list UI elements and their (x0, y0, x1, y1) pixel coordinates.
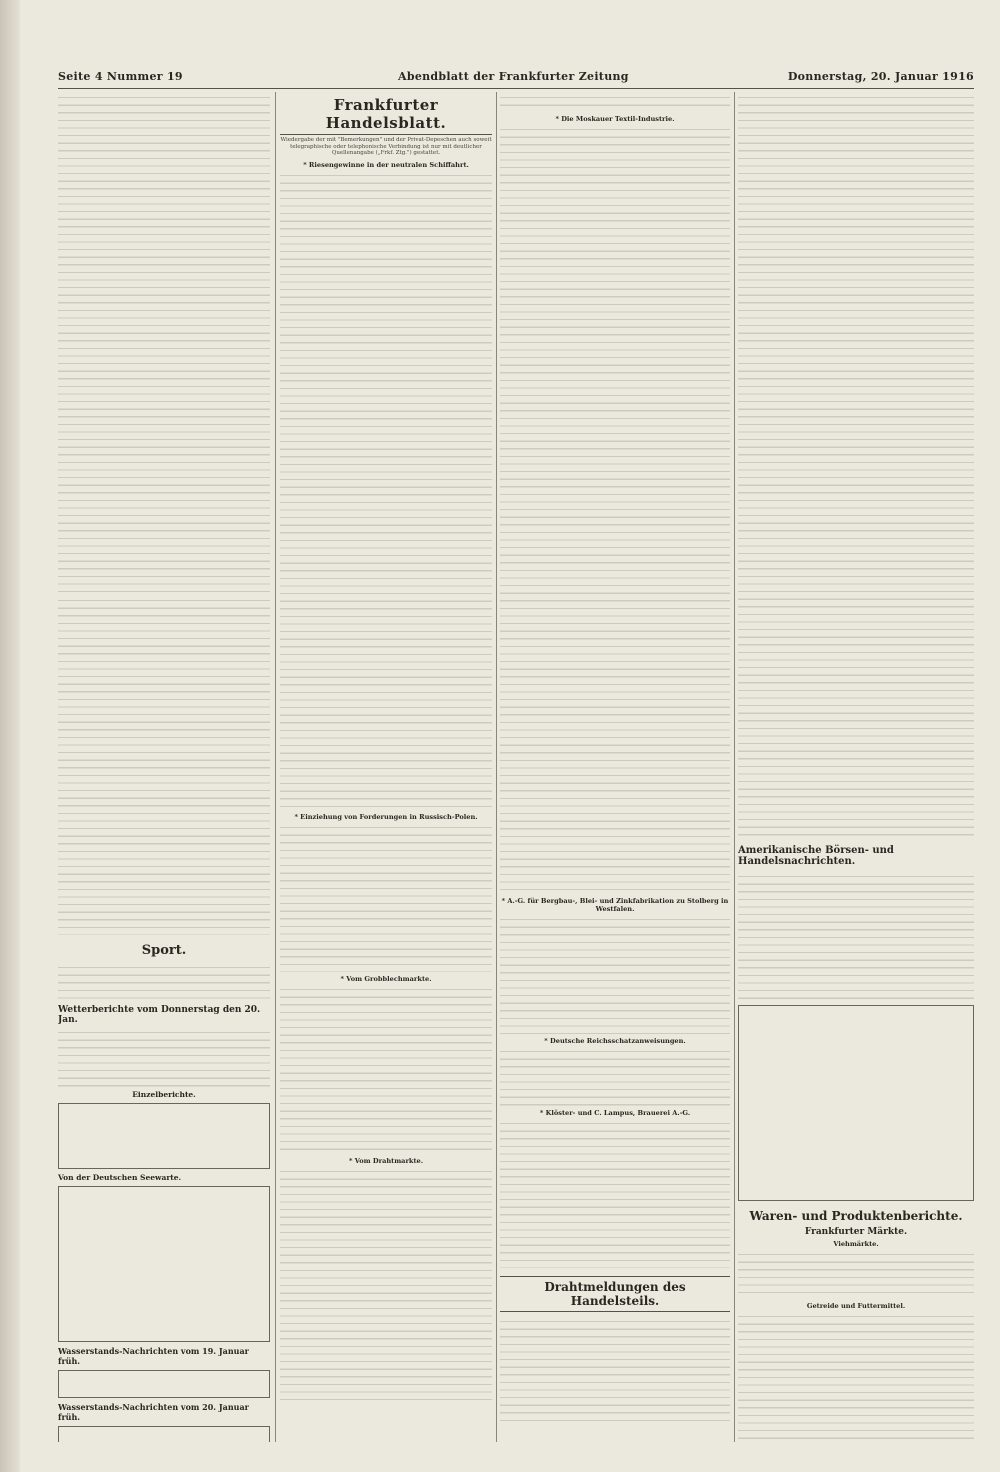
waren-heading: Waren- und Produktenberichte. (749, 1209, 963, 1223)
article-body (58, 92, 270, 592)
weather-table (58, 1103, 270, 1169)
amerikanische-heading: Amerikanische Börsen- und Handelsnachrichten. (738, 845, 894, 867)
einzelberichte-heading: Einzelberichte. (132, 1090, 196, 1099)
article-body (58, 595, 270, 935)
drahtmeldungen-heading: Drahtmeldungen des Handelsteils. (500, 1276, 730, 1312)
article-heading: * Deutsche Reichsschatzanweisungen. (544, 1037, 686, 1045)
article-heading: * Vom Grobblechmarkte. (340, 974, 432, 983)
article-body (500, 92, 730, 112)
article-heading: * Vom Drahtmarkte. (348, 1156, 424, 1165)
column-divider (496, 92, 497, 1442)
wasserstand-heading-2: Wasserstands-Nachrichten vom 20. Januar früh. (58, 1402, 249, 1422)
seewarte-heading: Von der Deutschen Seewarte. (58, 1173, 182, 1182)
page-header (58, 70, 974, 86)
article-body (280, 822, 492, 972)
article-body (738, 1249, 974, 1299)
frankfurter-markte-heading: Frankfurter Märkte. (804, 1227, 908, 1237)
article-body (500, 1118, 730, 1268)
sport-heading: Sport. (141, 943, 187, 958)
article-body (500, 914, 730, 1034)
column-4 (738, 92, 974, 1442)
newspaper-title: Abendblatt der Frankfurter Zeitung (398, 70, 629, 83)
weather-heading: Wetterberichte vom Donnerstag den 20. Jan. (58, 1005, 261, 1025)
column-divider (734, 92, 735, 1442)
wasserstand-heading-1: Wasserstands-Nachrichten vom 19. Januar früh. (58, 1346, 249, 1366)
issue-date: Donnerstag, 20. Januar 1916 (787, 70, 974, 83)
article-body (738, 871, 974, 1001)
article-heading: * Einziehung von Forderungen in Russisch-Polen. (294, 812, 478, 821)
article-body (58, 962, 270, 1002)
column-3 (500, 92, 730, 1442)
column-divider (275, 92, 276, 1442)
handelsblatt-masthead: Frankfurter Handelsblatt. (280, 92, 492, 135)
column-1 (58, 92, 270, 1442)
article-body (280, 1166, 492, 1406)
header-rule (58, 88, 974, 89)
reprint-notice: Wiedergabe der mit "Bemerkungen" und der Privat-Depeschen auch soweit telegraphische oder telephonische Verbindung ist nur mit deutlicher Quellenangabe („Frkf. Ztg.") gestattet. (280, 137, 492, 156)
article-body (280, 170, 492, 810)
article-heading: * Riesengewinne in der neutralen Schiffahrt. (303, 160, 469, 169)
getreide-heading: Getreide und Futtermittel. (806, 1302, 906, 1310)
article-heading: * Die Moskauer Textil-Industrie. (555, 115, 675, 123)
article-body (738, 92, 974, 837)
page-number: Seite 4 Nummer 19 (58, 70, 183, 83)
wasserstand-table-2 (58, 1426, 270, 1442)
stock-quotes-table (738, 1005, 974, 1201)
article-heading: * Klöster- und C. Lampus, Brauerei A.-G. (539, 1109, 691, 1117)
page-binding (0, 0, 20, 1472)
viehmarkte-heading: Viehmärkte. (833, 1240, 879, 1248)
weather-text (58, 1027, 270, 1087)
wasserstand-table-1 (58, 1370, 270, 1398)
article-body (280, 984, 492, 1154)
seewarte-table (58, 1186, 270, 1342)
column-2 (280, 92, 492, 1442)
article-body (738, 1311, 974, 1442)
article-heading: * A.-G. für Bergbau-, Blei- und Zinkfabrikation zu Stolberg in Westfalen. (501, 897, 729, 913)
article-body (500, 124, 730, 894)
article-body (500, 1316, 730, 1426)
article-body (500, 1046, 730, 1106)
